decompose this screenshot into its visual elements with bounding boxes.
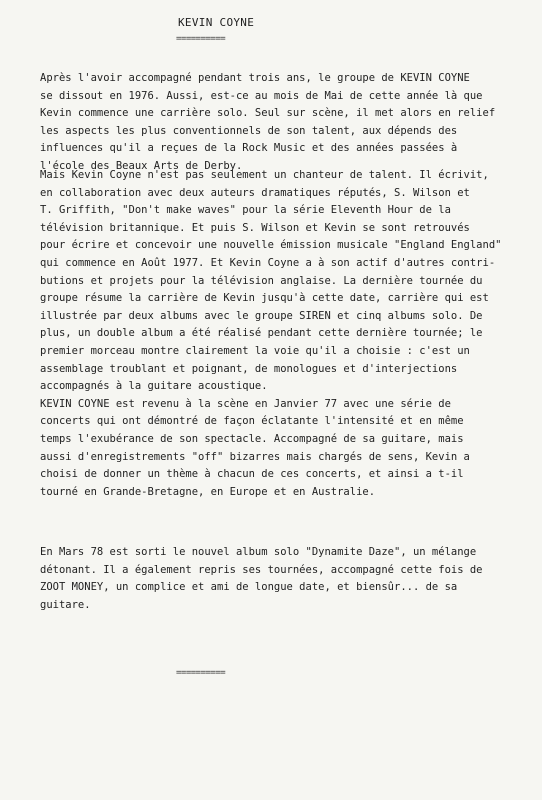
text-line: en collaboration avec deux auteurs dramatiques réputés, S. Wilson et [40,186,470,199]
text-line: Kevin commence une carrière solo. Seul sur scène, il met alors en relief [40,107,496,120]
text-line: pour écrire et concevoir une nouvelle émission musicale "England England" [40,239,502,252]
text-line: temps l'exubérance de son spectacle. Accompagné de sa guitare, mais [40,432,464,445]
text-line: premier morceau montre clairement la voie qu'il a choisie : c'est un [40,344,470,357]
text-line: aussi d'enregistrements "off" bizarres mais chargés de sens, Kevin a [40,450,470,463]
title-underline: ========== [176,34,226,44]
text-line: concerts qui ont démontré de façon éclatante l'intensité et en même [40,415,464,428]
text-line: accompagnés à la guitare acoustique. [40,380,268,393]
page-title: KEVIN COYNE [178,16,255,29]
closing-rule: ========== [176,668,226,678]
text-line: illustrée par deux albums avec le groupe SIREN et cinq albums solo. De [40,309,483,322]
text-line: T. Griffith, "Don't make waves" pour la série Eleventh Hour de la [40,204,451,217]
paragraph-3 [40,544,530,614]
text-line: ZOOT MONEY, un complice et ami de longue date, et biensûr... de sa [40,581,458,594]
text-line: choisi de donner un thème à chacun de ces concerts, et ainsi a t-il [40,468,464,481]
text-line: plus, un double album a été réalisé pendant cette dernière tournée; le [40,327,483,340]
text-line: tourné en Grande-Bretagne, en Europe et en Australie. [40,485,376,498]
text-line: qui commence en Août 1977. Et Kevin Coyne a à son actif d'autres contri- [40,256,496,269]
text-line: Mais Kevin Coyne n'est pas seulement un chanteur de talent. Il écrivit, [40,169,489,181]
text-line: télévision britannique. Et puis S. Wilson et Kevin se sont retrouvés [40,221,470,234]
text-line: butions et projets pour la télévision anglaise. La dernière tournée du [40,274,483,287]
text-line: groupe résume la carrière de Kevin jusqu'à cette date, carrière qui est [40,292,489,305]
text-line: l'école des Beaux Arts de Derby. [40,159,243,172]
text-line: guitare. [40,598,91,611]
text-line: assemblage troublant et poignant, de monologues et d'interjections [40,362,458,375]
text-line: KEVIN COYNE est revenu à la scène en Janvier 77 avec une série de [40,397,451,410]
text-line: se dissout en 1976. Aussi, est-ce au mois de Mai de cette année là que [40,89,483,102]
paragraph-1 [40,70,530,176]
paragraph-2 [40,167,530,501]
text-line: influences qu'il a reçues de la Rock Music et des années passées à [40,142,458,155]
text-line: En Mars 78 est sorti le nouvel album solo "Dynamite Daze", un mélange [40,546,477,558]
text-line: Après l'avoir accompagné pendant trois ans, le groupe de KEVIN COYNE [40,72,470,84]
text-line: détonant. Il a également repris ses tournées, accompagné cette fois de [40,563,483,576]
text-line: les aspects les plus conventionnels de son talent, aux dépends des [40,124,458,137]
